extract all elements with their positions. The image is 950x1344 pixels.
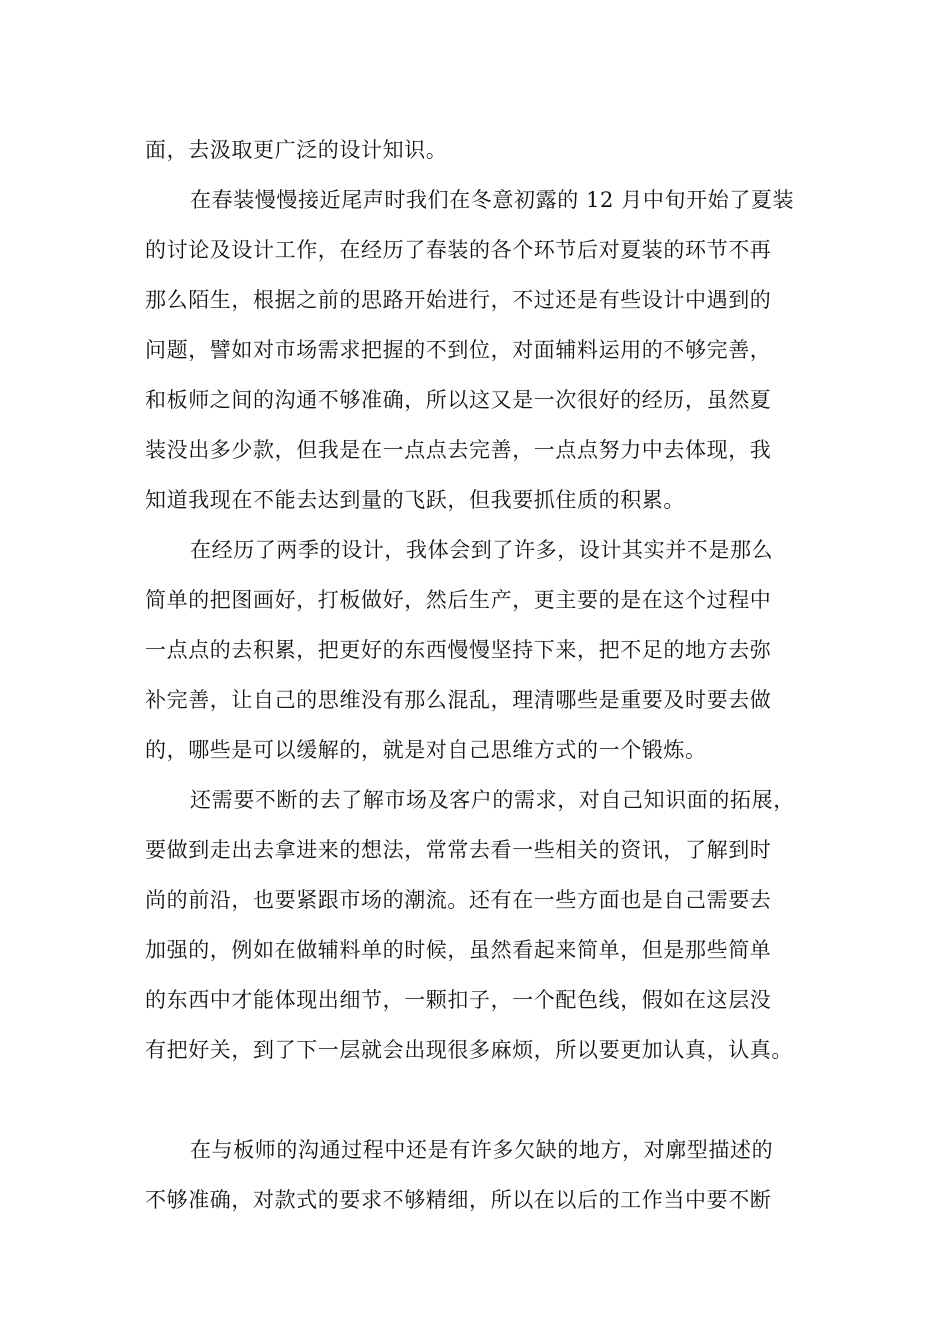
- text-line: 知道我现在不能去达到量的飞跃，但我要抓住质的积累。: [145, 488, 685, 512]
- paragraph-first-line: 在春装慢慢接近尾声时我们在冬意初露的 12 月中旬开始了夏装: [190, 188, 795, 212]
- text-line: 那么陌生，根据之前的思路开始进行，不过还是有些设计中遇到的: [145, 288, 772, 312]
- text-line: 补完善，让自己的思维没有那么混乱，理清哪些是重要及时要去做: [145, 688, 772, 712]
- text-line: 的讨论及设计工作，在经历了春装的各个环节后对夏装的环节不再: [145, 238, 772, 262]
- text-line: 不够准确，对款式的要求不够精细，所以在以后的工作当中要不断: [145, 1188, 772, 1212]
- text-line: 要做到走出去拿进来的想法，常常去看一些相关的资讯，了解到时: [145, 838, 772, 862]
- paragraph-first-line: 在经历了两季的设计，我体会到了许多，设计其实并不是那么: [190, 538, 774, 562]
- text-line: 的，哪些是可以缓解的，就是对自己思维方式的一个锻炼。: [145, 738, 707, 762]
- text-line: 问题，譬如对市场需求把握的不到位，对面辅料运用的不够完善，: [145, 338, 772, 362]
- text-line: 面，去汲取更广泛的设计知识。: [145, 138, 448, 162]
- paragraph-first-line: 在与板师的沟通过程中还是有许多欠缺的地方，对廓型描述的: [190, 1138, 774, 1162]
- text-line: 装没出多少款，但我是在一点点去完善，一点点努力中去体现，我: [145, 438, 772, 462]
- text-line: 有把好关，到了下一层就会出现很多麻烦，所以要更加认真，认真。: [145, 1038, 793, 1062]
- text-line: 的东西中才能体现出细节，一颗扣子，一个配色线，假如在这层没: [145, 988, 772, 1012]
- text-line: 和板师之间的沟通不够准确，所以这又是一次很好的经历，虽然夏: [145, 388, 772, 412]
- text-line: 尚的前沿，也要紧跟市场的潮流。还有在一些方面也是自己需要去: [145, 888, 772, 912]
- paragraph-first-line: 还需要不断的去了解市场及客户的需求，对自己知识面的拓展，: [190, 788, 795, 812]
- text-line: 简单的把图画好，打板做好，然后生产，更主要的是在这个过程中: [145, 588, 772, 612]
- text-line: 一点点的去积累，把更好的东西慢慢坚持下来，把不足的地方去弥: [145, 638, 772, 662]
- text-line: 加强的，例如在做辅料单的时候，虽然看起来简单，但是那些简单: [145, 938, 772, 962]
